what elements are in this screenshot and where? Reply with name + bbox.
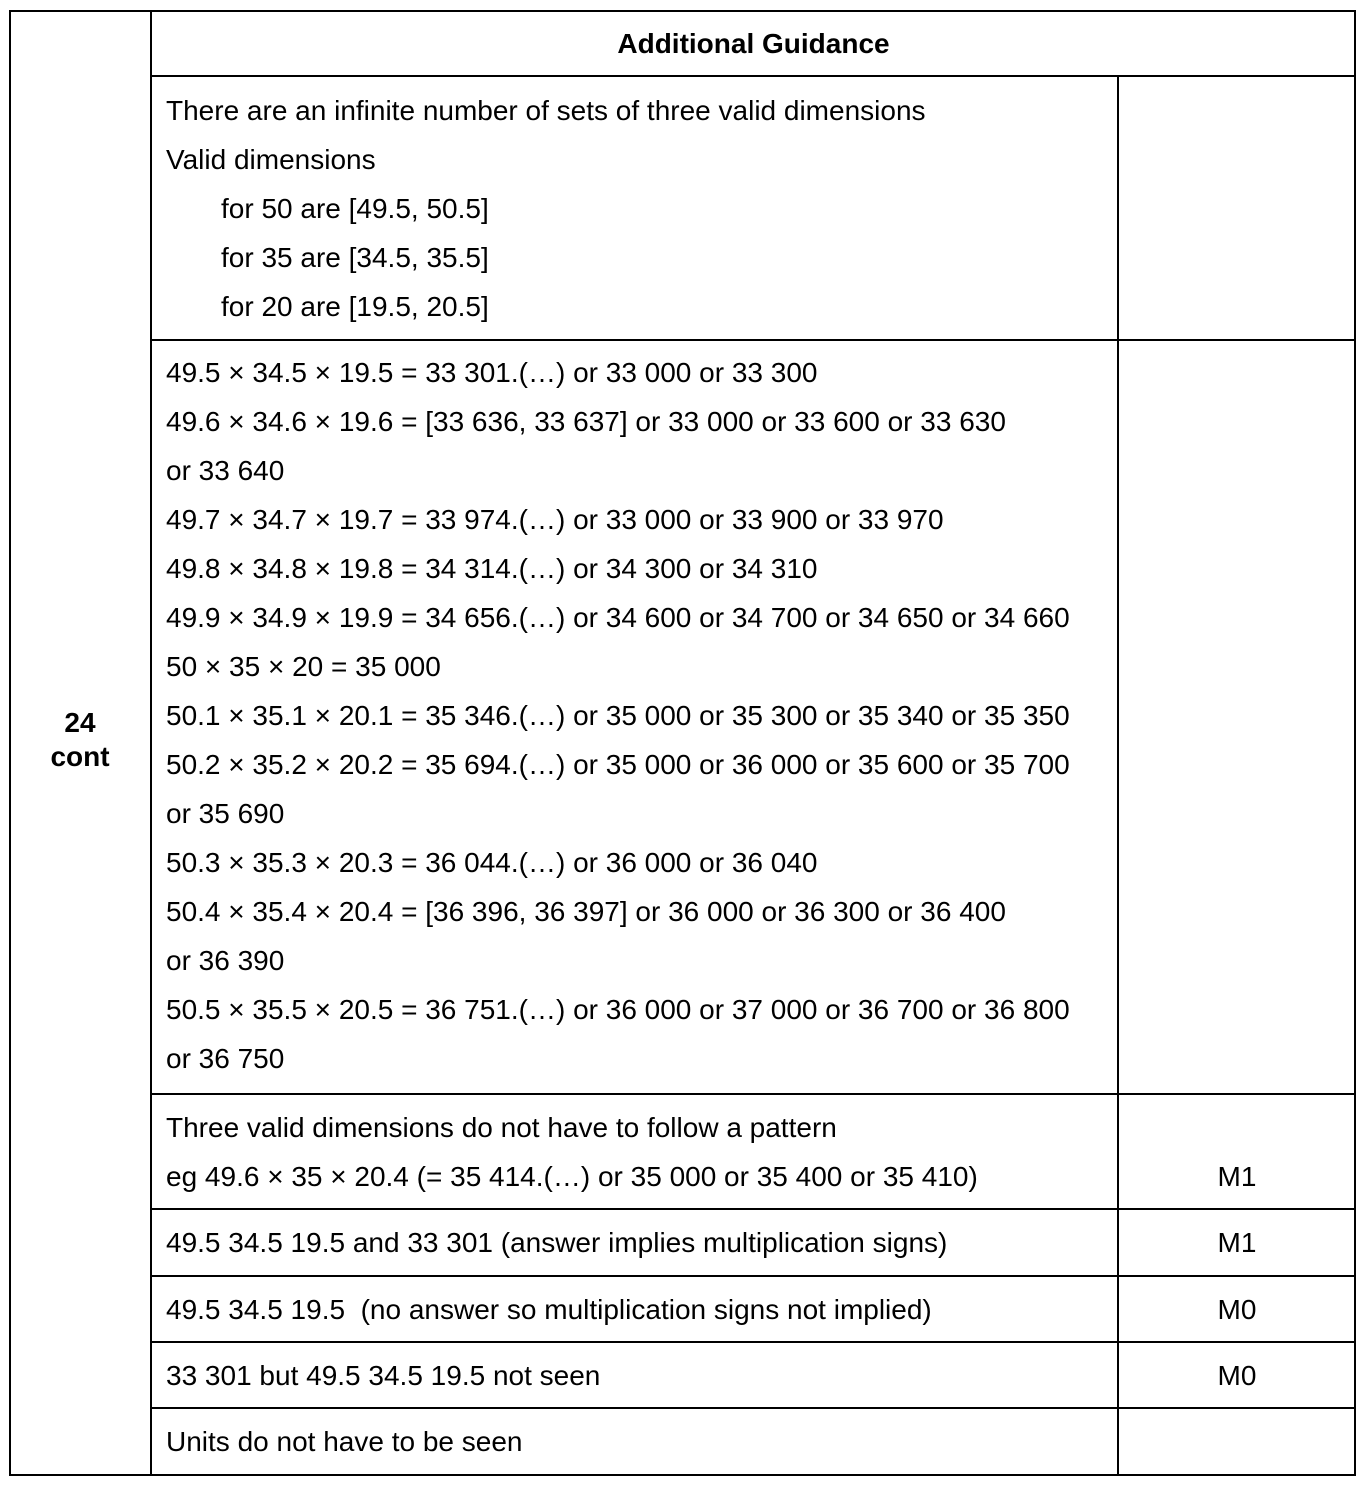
row-divider [150, 1208, 1356, 1210]
pattern-cell [166, 1103, 1111, 1201]
product-line: or 33 640 [166, 455, 285, 486]
product-line: 50.3 × 35.3 × 20.3 = 36 044.(…) or 36 000 or 36 040 [166, 847, 818, 878]
product-line: 50 × 35 × 20 = 35 000 [166, 651, 441, 682]
product-line: 49.6 × 34.6 × 19.6 = [33 636, 33 637] or 33 000 or 33 600 or 33 630 [166, 406, 1006, 437]
valid-range-50: for 50 are [49.5, 50.5] [221, 193, 489, 224]
product-line: 49.7 × 34.7 × 19.7 = 33 974.(…) or 33 000 or 33 900 or 33 970 [166, 504, 944, 535]
products-cell [166, 348, 1111, 1083]
pattern-line-2: eg 49.6 × 35 × 20.4 (= 35 414.(…) or 35 000 or 35 400 or 35 410) [166, 1161, 978, 1192]
units-cell: Units do not have to be seen [166, 1426, 523, 1457]
product-line: 49.5 × 34.5 × 19.5 = 33 301.(…) or 33 000 or 33 300 [166, 357, 818, 388]
implied-cell: 49.5 34.5 19.5 and 33 301 (answer implies multiplication signs) [166, 1227, 948, 1258]
product-line: or 36 750 [166, 1043, 285, 1074]
row-divider [150, 75, 1356, 77]
product-line: 49.9 × 34.9 × 19.9 = 34 656.(…) or 34 600 or 34 700 or 34 650 or 34 660 [166, 602, 1070, 633]
row-divider [150, 1407, 1356, 1409]
question-number-suffix: cont [50, 741, 110, 772]
column-divider-question [150, 10, 152, 1475]
valid-dimensions-label: Valid dimensions [166, 144, 376, 175]
implied-mark: M1 [1217, 1227, 1257, 1258]
not-implied-mark: M0 [1217, 1294, 1257, 1325]
not-seen-mark: M0 [1217, 1360, 1257, 1391]
valid-dimensions-intro: There are an infinite number of sets of three valid dimensions [166, 95, 926, 126]
valid-range-20: for 20 are [19.5, 20.5] [221, 291, 489, 322]
product-line: 49.8 × 34.8 × 19.8 = 34 314.(…) or 34 300 or 34 310 [166, 553, 818, 584]
pattern-line-1: Three valid dimensions do not have to follow a pattern [166, 1112, 837, 1143]
row-divider [150, 1275, 1356, 1277]
product-line: 50.2 × 35.2 × 20.2 = 35 694.(…) or 35 000 or 36 000 or 35 600 or 35 700 [166, 749, 1070, 780]
not-implied-cell: 49.5 34.5 19.5 (no answer so multiplication signs not implied) [166, 1294, 932, 1325]
product-line: 50.4 × 35.4 × 20.4 = [36 396, 36 397] or 36 000 or 36 300 or 36 400 [166, 896, 1006, 927]
product-line: or 35 690 [166, 798, 285, 829]
table-border-top [9, 10, 1356, 12]
pattern-mark: M1 [1217, 1161, 1257, 1192]
product-line: or 36 390 [166, 945, 285, 976]
row-divider [150, 1341, 1356, 1343]
product-line: 50.1 × 35.1 × 20.1 = 35 346.(…) or 35 000 or 35 300 or 35 340 or 35 350 [166, 700, 1070, 731]
valid-dimensions-cell [166, 86, 1111, 331]
row-divider [150, 339, 1356, 341]
table-border-bottom [9, 1474, 1356, 1476]
product-line: 50.5 × 35.5 × 20.5 = 36 751.(…) or 36 000 or 37 000 or 36 700 or 36 800 [166, 994, 1070, 1025]
not-seen-cell: 33 301 but 49.5 34.5 19.5 not seen [166, 1360, 601, 1391]
question-number-value: 24 [64, 707, 96, 738]
row-divider [150, 1093, 1356, 1095]
table-heading: Additional Guidance [617, 28, 890, 59]
valid-range-35: for 35 are [34.5, 35.5] [221, 242, 489, 273]
question-number [10, 706, 150, 774]
